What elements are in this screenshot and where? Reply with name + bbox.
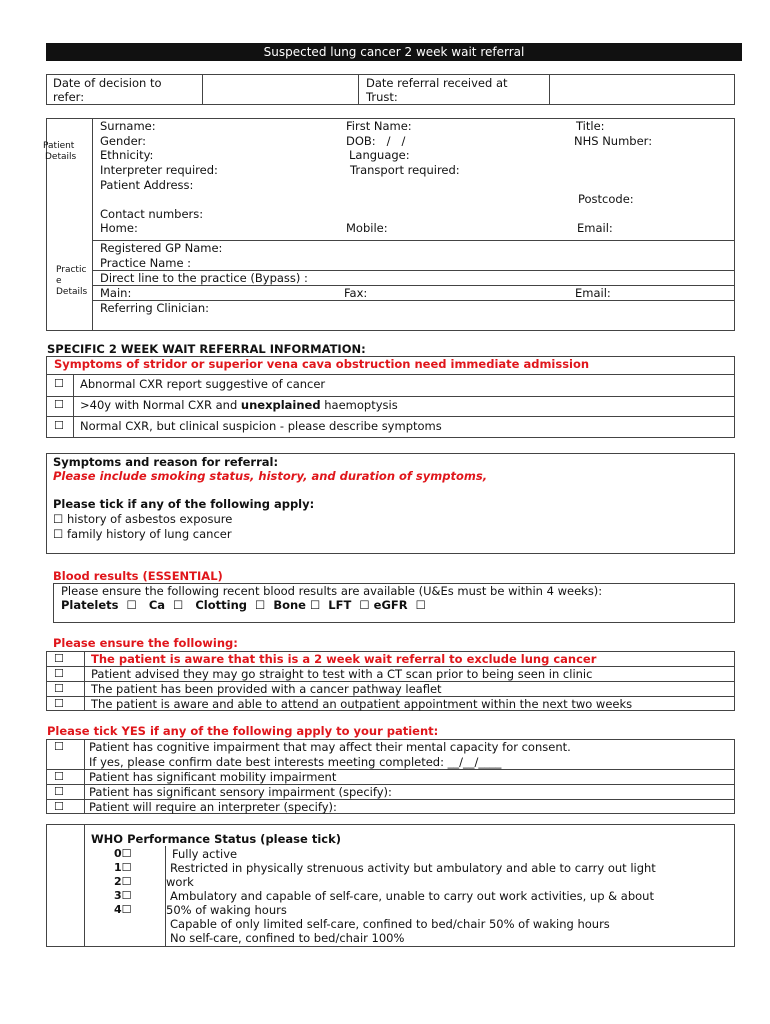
referring-clinician-label: Referring Clinician: [100, 301, 209, 315]
main-phone-label: Main: [100, 286, 132, 300]
interpreter-checkbox[interactable]: ☐ [54, 800, 64, 813]
who-desc-3: Capable of only limited self-care, confined to bed/chair 50% of waking hours [170, 917, 610, 931]
family-history-item[interactable]: ☐ family history of lung cancer [53, 527, 232, 541]
title-bar [46, 43, 742, 61]
decision-label: Date of decision to [53, 76, 162, 90]
contact-numbers-label: Contact numbers: [100, 207, 204, 221]
who-heading: WHO Performance Status (please tick) [91, 832, 341, 846]
practice-name-label: Practice Name : [100, 256, 192, 270]
cognitive-label: Patient has cognitive impairment that may affect their mental capacity for consent. [89, 740, 571, 754]
family-history-checkbox[interactable]: ☐ [53, 527, 64, 541]
title-label: Title: [576, 119, 605, 133]
haemoptysis-label: >40y with Normal CXR and unexplained haemoptysis [80, 398, 398, 412]
abnormal-cxr-checkbox[interactable]: ☐ [54, 377, 64, 390]
dob-label: DOB: / / [346, 134, 406, 148]
patient-email-label: Email: [577, 221, 613, 235]
ensure-checkbox[interactable]: ☐ [54, 697, 64, 710]
ensure-checkbox[interactable]: ☐ [54, 667, 64, 680]
specific-heading: SPECIFIC 2 WEEK WAIT REFERRAL INFORMATION: [47, 342, 366, 356]
interpreter-label: Interpreter required: [100, 163, 218, 177]
clinical-suspicion-checkbox[interactable]: ☐ [54, 419, 64, 432]
mobile-label: Mobile: [346, 221, 388, 235]
symptoms-heading: Symptoms and reason for referral: [53, 455, 279, 469]
tick-heading: Please tick if any of the following apply: [53, 497, 315, 511]
asbestos-checkbox[interactable]: ☐ [53, 512, 64, 526]
nhs-number-label: NHS Number: [574, 134, 653, 148]
who-score-1-checkbox[interactable]: 1☐ [114, 861, 132, 874]
mobility-label: Patient has significant mobility impairment [89, 770, 337, 784]
ensure-checkbox[interactable]: ☐ [54, 682, 64, 695]
postcode-label: Postcode: [578, 192, 634, 206]
sensory-label: Patient has significant sensory impairment (specify): [89, 785, 392, 799]
who-score-2-checkbox[interactable]: 2☐ [114, 875, 132, 888]
tick-yes-heading: Please tick YES if any of the following apply to your patient: [47, 724, 439, 738]
ensure-row: The patient is aware and able to attend an outpatient appointment within the next two weeks [91, 697, 633, 711]
decision-date-field[interactable] [203, 75, 357, 104]
patient-details-label: Patient [43, 141, 75, 151]
page-title: Suspected lung cancer 2 week wait referral [263, 45, 525, 59]
cognitive-checkbox[interactable]: ☐ [54, 740, 64, 753]
blood-note: Please ensure the following recent blood results are available (U&Es must be within 4 weeks): [61, 584, 603, 598]
received-date-field[interactable] [550, 75, 734, 104]
transport-label: Transport required: [350, 163, 460, 177]
surname-label: Surname: [100, 119, 156, 133]
sensory-checkbox[interactable]: ☐ [54, 785, 64, 798]
interpreter-specify-label: Patient will require an interpreter (specify): [89, 800, 337, 814]
immediate-admission-warning: Symptoms of stridor or superior vena cava obstruction need immediate admission [54, 357, 590, 371]
practice-email-label: Email: [575, 286, 611, 300]
haemoptysis-checkbox[interactable]: ☐ [54, 398, 64, 411]
who-desc-2: Ambulatory and capable of self-care, unable to carry out work activities, up & about [170, 889, 654, 903]
address-label: Patient Address: [100, 178, 194, 192]
ensure-checkbox[interactable]: ☐ [54, 652, 64, 665]
blood-heading: Blood results (ESSENTIAL) [53, 569, 223, 583]
ensure-row: Patient advised they may go straight to test with a CT scan prior to being seen in clinic [91, 667, 593, 681]
symptoms-note: Please include smoking status, history, and duration of symptoms, [53, 469, 488, 483]
clinical-suspicion-label: Normal CXR, but clinical suspicion - please describe symptoms [80, 419, 442, 433]
mobility-checkbox[interactable]: ☐ [54, 770, 64, 783]
gender-label: Gender: [100, 134, 147, 148]
who-desc-0: Fully active [172, 847, 238, 861]
bypass-line-label: Direct line to the practice (Bypass) : [100, 271, 308, 285]
who-score-3-checkbox[interactable]: 3☐ [114, 889, 132, 902]
first-name-label: First Name: [346, 119, 412, 133]
ensure-row: The patient is aware that this is a 2 week wait referral to exclude lung cancer [91, 652, 597, 666]
abnormal-cxr-label: Abnormal CXR report suggestive of cancer [80, 377, 326, 391]
fax-label: Fax: [344, 286, 368, 300]
ensure-heading: Please ensure the following: [53, 636, 238, 650]
language-label: Language: [349, 148, 410, 162]
received-label: Date referral received at [366, 76, 508, 90]
who-desc-1: Restricted in physically strenuous activity but ambulatory and able to carry out light [170, 861, 656, 875]
best-interests-date-label: If yes, please confirm date best interests meeting completed: __/__/____ [89, 755, 502, 769]
who-desc-4: No self-care, confined to bed/chair 100% [170, 931, 405, 945]
who-score-4-checkbox[interactable]: 4☐ [114, 903, 132, 916]
blood-tests-checklist[interactable]: Platelets ☐ Ca ☐ Clotting ☐ Bone ☐ LFT ☐ eGFR ☐ [61, 598, 426, 612]
home-phone-label: Home: [100, 221, 138, 235]
gp-name-label: Registered GP Name: [100, 241, 223, 255]
asbestos-item[interactable]: ☐ history of asbestos exposure [53, 512, 233, 526]
ethnicity-label: Ethnicity: [100, 148, 154, 162]
practice-details-label: Practic [56, 265, 87, 275]
ensure-row: The patient has been provided with a cancer pathway leaflet [91, 682, 442, 696]
who-score-0-checkbox[interactable]: 0☐ [114, 847, 132, 860]
